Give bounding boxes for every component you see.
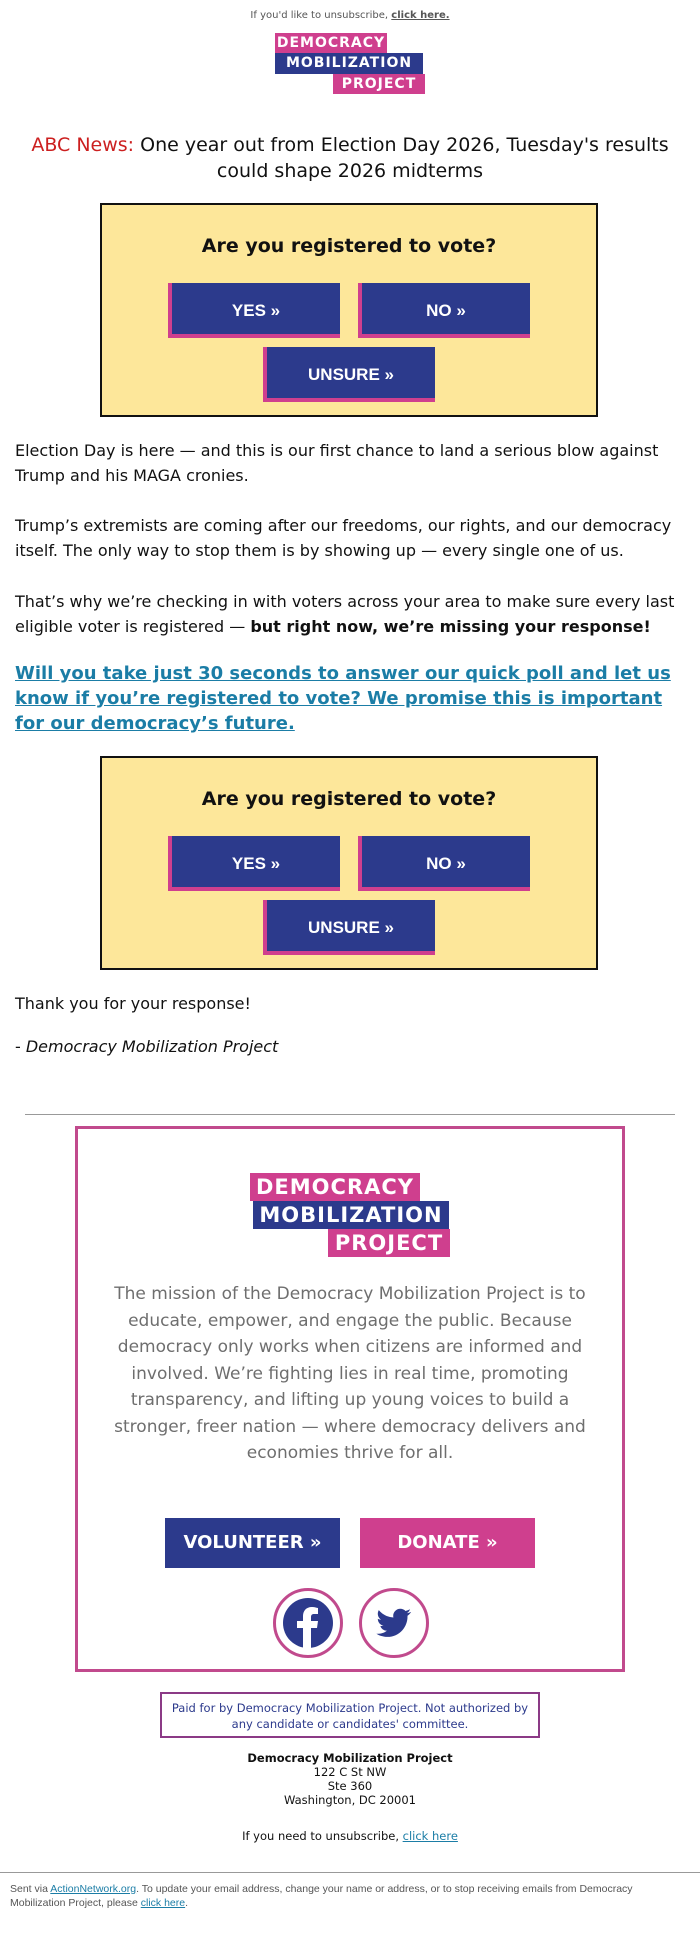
logo: [275, 33, 427, 95]
facebook-glyph: [282, 1597, 334, 1649]
logo-line-1: DEMOCRACY: [276, 35, 386, 51]
update-preferences-link[interactable]: click here: [140, 1897, 186, 1909]
signoff-dash: -: [15, 1037, 26, 1056]
donate-button[interactable]: DONATE »: [360, 1518, 535, 1568]
facebook-icon[interactable]: [273, 1588, 343, 1658]
poll-unsure-button[interactable]: UNSURE »: [263, 900, 435, 955]
top-unsubscribe-text: If you'd like to unsubscribe,: [250, 10, 389, 21]
bottom-unsubscribe-text: If you need to unsubscribe,: [242, 1829, 399, 1843]
footer-logo: [250, 1173, 452, 1257]
poll-yes-button[interactable]: YES »: [168, 283, 340, 338]
body-paragraph-2: Trump’s extremists are coming after our freedoms, our rights, and our democracy itself. The only way to stop them is by showing up — every single one of us.: [15, 516, 672, 560]
top-unsubscribe-link[interactable]: click here.: [391, 10, 450, 21]
sent-via-end: .: [185, 1897, 189, 1909]
logo-line-1: DEMOCRACY: [250, 1173, 420, 1201]
sent-via-prefix: Sent via: [10, 1883, 48, 1895]
poll-cta-link[interactable]: Will you take just 30 seconds to answer our quick poll and let us know if you’re registered to vote? We promise this is important for our democracy’s future.: [15, 663, 671, 734]
body-paragraph-1: Election Day is here — and this is our first chance to land a serious blow against Trump and his MAGA cronies.: [15, 441, 659, 485]
address-org: Democracy Mobilization Project: [247, 1751, 453, 1765]
footer-divider: [25, 1114, 675, 1115]
footer-mission-box: [75, 1126, 625, 1672]
news-headline: [30, 132, 670, 184]
logo-line-3: PROJECT: [328, 1229, 450, 1257]
poll-question: Are you registered to vote?: [201, 235, 497, 257]
sent-via-middle: . To update your email address, change your name or address, or to stop receiving emails from Democracy Mobilization Project, please: [10, 1883, 633, 1909]
bottom-unsubscribe: [0, 1829, 700, 1843]
poll-unsure-button[interactable]: UNSURE »: [263, 347, 435, 402]
thank-you-text: Thank you for your response!: [15, 994, 251, 1013]
paid-for-disclaimer: Paid for by Democracy Mobilization Project. Not authorized by any candidate or candidates' committee.: [160, 1692, 540, 1738]
poll-question: Are you registered to vote?: [201, 788, 497, 810]
headline-text: One year out from Election Day 2026, Tuesday's results could shape 2026 midterms: [140, 134, 669, 182]
poll-yes-button[interactable]: YES »: [168, 836, 340, 891]
body-paragraph-3-bold: but right now, we’re missing your response!: [250, 617, 651, 636]
twitter-glyph: [368, 1597, 420, 1649]
headline-source: ABC News:: [31, 134, 135, 156]
poll-no-button[interactable]: NO »: [358, 836, 530, 891]
address-street: 122 C St NW: [313, 1765, 387, 1779]
logo-line-3: PROJECT: [333, 74, 425, 94]
address-city: Washington, DC 20001: [283, 1793, 416, 1807]
bottom-unsubscribe-link[interactable]: click here: [402, 1829, 458, 1843]
logo-line-2: MOBILIZATION: [275, 53, 423, 74]
sent-via-notice: [10, 1882, 670, 1910]
poll-box-bottom: [100, 756, 598, 970]
poll-box-top: [100, 203, 598, 417]
actionnetwork-link[interactable]: ActionNetwork.org: [50, 1883, 137, 1895]
bottom-divider: [0, 1872, 700, 1873]
mission-statement: The mission of the Democracy Mobilization Project is to educate, empower, and engage the public. Because democracy only works when citizens are informed and involved. We’re fighting lies in real time, promoting transparency, and lifting up young voices to build a stronger, freer nation — where democracy delivers and economies thrive for all.: [114, 1284, 586, 1463]
logo-line-2: MOBILIZATION: [253, 1201, 449, 1229]
body-paragraph-3-text: That’s why we’re checking in with voters across your area to make sure every last eligible voter is registered —: [15, 592, 675, 636]
mailing-address: [0, 1751, 700, 1807]
address-suite: Ste 360: [327, 1779, 373, 1793]
body-paragraph-3: [15, 589, 685, 639]
poll-no-button[interactable]: NO »: [358, 283, 530, 338]
top-unsubscribe: [0, 10, 700, 21]
twitter-icon[interactable]: [359, 1588, 429, 1658]
volunteer-button[interactable]: VOLUNTEER »: [165, 1518, 340, 1568]
signoff-name: Democracy Mobilization Project: [25, 1037, 279, 1056]
signoff: [15, 1034, 685, 1059]
